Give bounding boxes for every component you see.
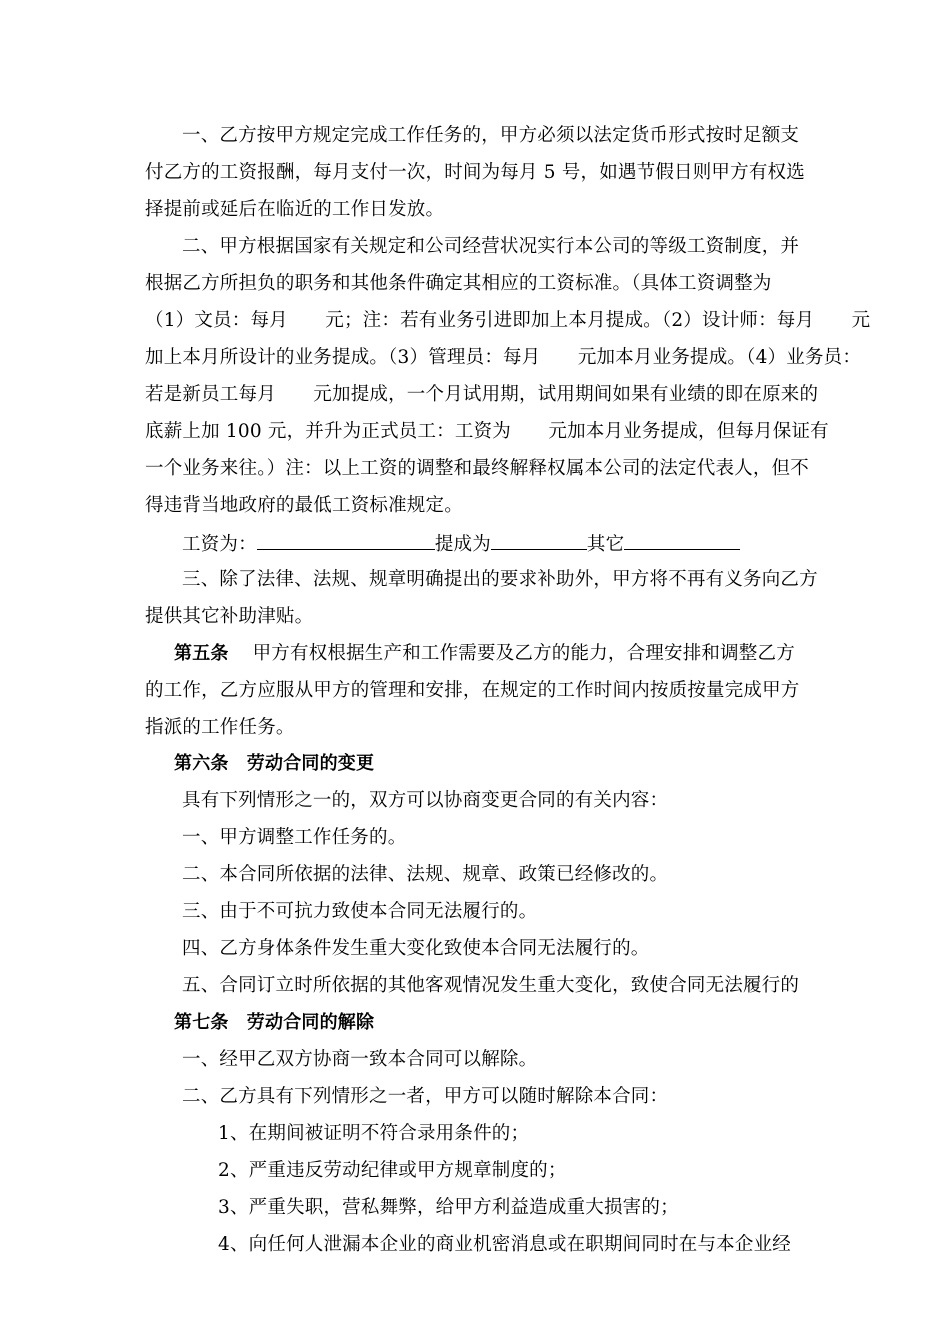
paragraph-line: 三、除了法律、法规、规章明确提出的要求补助外，甲方将不再有义务向乙方 (182, 569, 818, 590)
commission-label: 提成为 (434, 534, 491, 555)
article-5-heading: 第五条 (174, 643, 229, 664)
article-5-text: 甲方有权根据生产和工作需要及乙方的能力，合理安排和调整乙方 (252, 643, 795, 664)
sub-list-item: 4、向任何人泄漏本企业的商业机密消息或在职期间同时在与本企业经 (218, 1234, 791, 1255)
paragraph-line: 指派的工作任务。 (145, 717, 295, 738)
list-item: 一、甲方调整工作任务的。 (182, 827, 407, 848)
list-item: 一、经甲乙双方协商一致本合同可以解除。 (182, 1049, 538, 1070)
salary-blank[interactable] (257, 531, 435, 550)
sub-list-item: 2、严重违反劳动纪律或甲方规章制度的； (218, 1160, 567, 1181)
commission-blank[interactable] (491, 531, 587, 550)
paragraph-line: 的工作，乙方应服从甲方的管理和安排，在规定的工作时间内按质按量完成甲方 (145, 680, 800, 701)
paragraph-line: 一、乙方按甲方规定完成工作任务的，甲方必须以法定货币形式按时足额支 (182, 125, 800, 146)
salary-fill-line (182, 531, 740, 557)
paragraph-line: 底薪上加 100 元，并升为正式员工：工资为 元加本月业务提成，但每月保证有 (145, 421, 829, 442)
list-item: 二、乙方具有下列情形之一者，甲方可以随时解除本合同： (182, 1086, 669, 1107)
list-item: 三、由于不可抗力致使本合同无法履行的。 (182, 901, 538, 922)
paragraph-line: 二、甲方根据国家有关规定和公司经营状况实行本公司的等级工资制度，并 (182, 236, 800, 257)
sub-list-item: 1、在期间被证明不符合录用条件的； (218, 1123, 530, 1144)
list-item: 二、本合同所依据的法律、法规、规章、政策已经修改的。 (182, 864, 669, 885)
paragraph-line: 付乙方的工资报酬，每月支付一次，时间为每月 5 号，如遇节假日则甲方有权选 (145, 162, 805, 183)
paragraph-line: 一个业务来往。）注：以上工资的调整和最终解释权属本公司的法定代表人，但不 (145, 458, 809, 479)
paragraph-line: 得违背当地政府的最低工资标准规定。 (145, 495, 463, 516)
article-6-heading: 第六条 劳动合同的变更 (174, 753, 375, 774)
paragraph-line: 提供其它补助津贴。 (145, 606, 314, 627)
salary-label: 工资为： (182, 534, 257, 555)
list-item: 四、乙方身体条件发生重大变化致使本合同无法履行的。 (182, 938, 650, 959)
paragraph-line: （1）文员：每月 元；注：若有业务引进即加上本月提成。（2）设计师：每月 元 (145, 310, 871, 331)
paragraph-line: 若是新员工每月 元加提成，一个月试用期，试用期间如果有业绩的即在原来的 (145, 384, 819, 405)
paragraph-line: 根据乙方所担负的职务和其他条件确定其相应的工资标准。（具体工资调整为 (145, 273, 772, 294)
list-item: 五、合同订立时所依据的其他客观情况发生重大变化，致使合同无法履行的 (182, 975, 800, 996)
paragraph-line: 择提前或延后在临近的工作日发放。 (145, 199, 445, 220)
paragraph-line: 加上本月所设计的业务提成。（3）管理员：每月 元加本月业务提成。（4）业务员： (145, 347, 862, 368)
article-6-intro: 具有下列情形之一的，双方可以协商变更合同的有关内容： (182, 790, 669, 811)
other-blank[interactable] (624, 531, 740, 550)
article-7-heading: 第七条 劳动合同的解除 (174, 1012, 375, 1033)
other-label: 其它 (586, 534, 625, 555)
sub-list-item: 3、严重失职，营私舞弊，给甲方利益造成重大损害的； (218, 1197, 679, 1218)
article-5-line (174, 642, 795, 666)
